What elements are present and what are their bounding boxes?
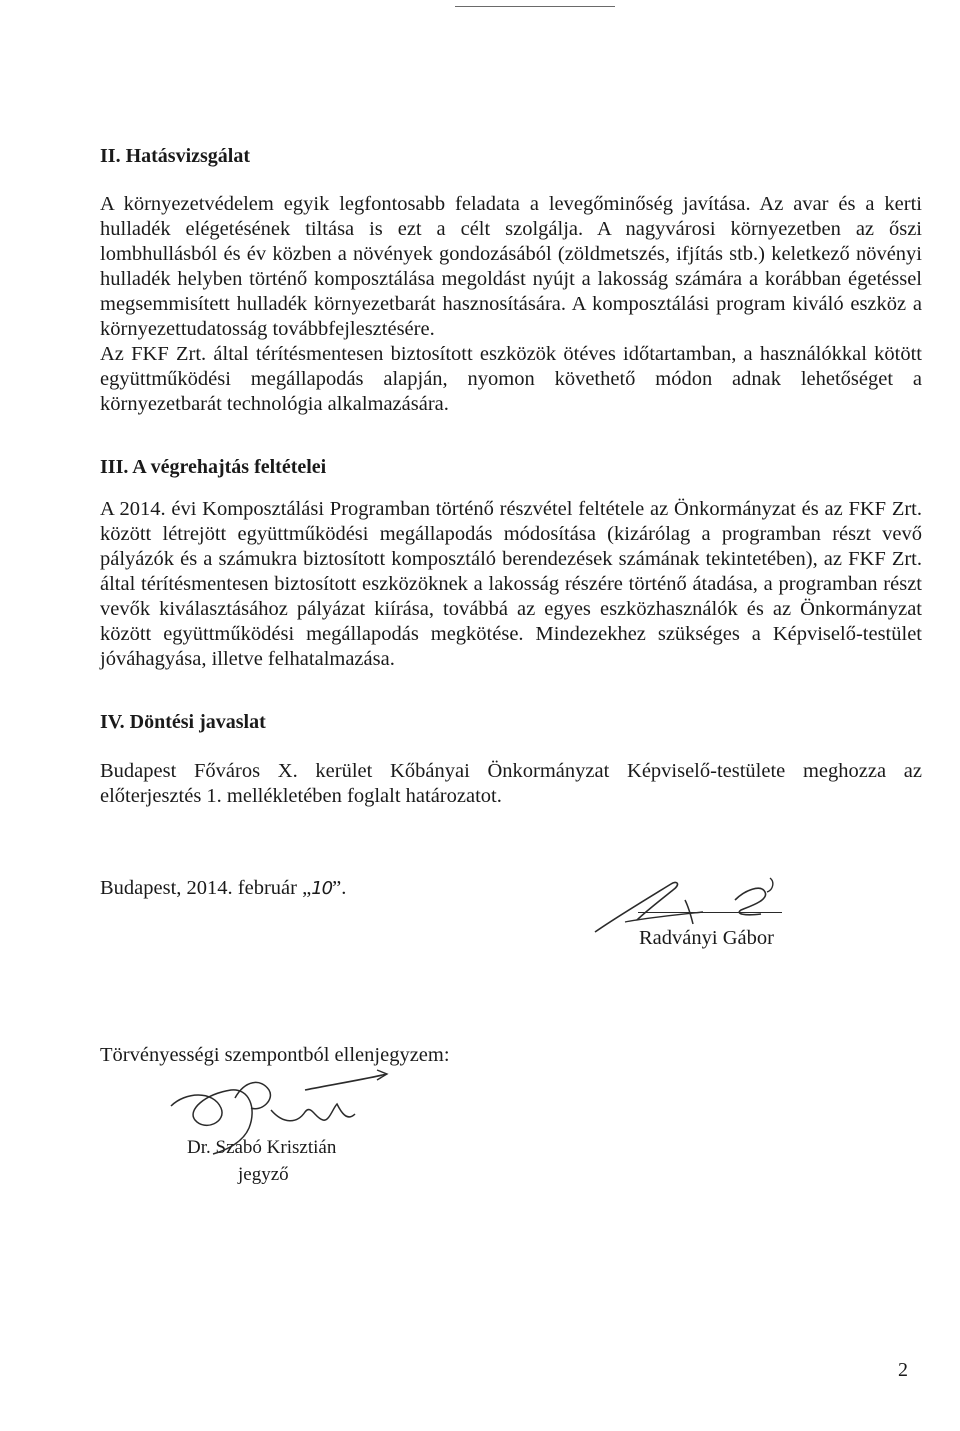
heading-conditions: III. A végrehajtás feltételei	[100, 456, 327, 478]
scan-edge-line	[455, 6, 615, 7]
dateline	[100, 875, 346, 902]
handwritten-day: 10	[311, 878, 333, 899]
dateline-suffix: ”.	[332, 877, 347, 899]
signature-line	[638, 912, 782, 913]
mayor-signature-image	[585, 870, 795, 940]
page-number: 2	[898, 1359, 908, 1381]
dateline-prefix: Budapest, 2014. február „	[100, 877, 312, 899]
legal-check-name: Dr. Szabó Krisztián	[187, 1137, 337, 1158]
notary-signature-image	[165, 1068, 395, 1158]
paragraph-impact-2: Az FKF Zrt. által térítésmentesen biztosított eszközök ötéves időtartamban, a használókkal kötött együttműködési megállapodás alapján, nyomon követhető módon adnak lehetőséget a környezetbarát technológia alkalmazására.	[100, 343, 922, 415]
paragraph-impact-1: A környezetvédelem egyik legfontosabb feladata a levegőminőség javítása. Az avar és a kerti hulladék elégetésének tiltása is ezt a célt szolgálja. A nagyvárosi környezetben az őszi lombhullásból és év közben a növények gondozásából (zöldmetszés, ifjítás stb.) keletkező növényi hulladék helyben történő komposztálása megoldást nyújt a lakosság számára a korábban égetéssel megsemmisített hulladék környezetbarát hasznosítására. A komposztálási program kiváló eszköz a környezettudatosság továbbfejlesztésére.	[100, 193, 922, 340]
signatory-name: Radványi Gábor	[639, 927, 774, 949]
heading-decision-proposal: IV. Döntési javaslat	[100, 711, 266, 733]
legal-check-label: Törvényességi szempontból ellenjegyzem:	[100, 1044, 450, 1066]
paragraph-conditions: A 2014. évi Komposztálási Programban történő részvétel feltétele az Önkormányzat és az FKF Zrt. között létrejött együttműködési megállapodás módosítása (kizárólag a programban részt vevő pályázók és a számukra biztosított komposztáló berendezések számának tekintetében), az FKF Zrt. által térítésmentesen biztosított eszközöknek a lakosság részére történő átadása, a programban részt vevők kiválasztásához pályázat kiírása, továbbá az egyes eszközhasználók és az Önkormányzat között együttműködési megállapodás megkötése. Mindezekhez szükséges a Képviselő-testület jóváhagyása, illetve felhatalmazása.	[100, 498, 922, 670]
legal-check-title: jegyző	[238, 1164, 289, 1185]
heading-impact-assessment: II. Hatásvizsgálat	[100, 145, 250, 167]
paragraph-decision-proposal: Budapest Főváros X. kerület Kőbányai Önkormányzat Képviselő-testülete meghozza az előterjesztés 1. mellékletében foglalt határozatot.	[100, 760, 922, 807]
